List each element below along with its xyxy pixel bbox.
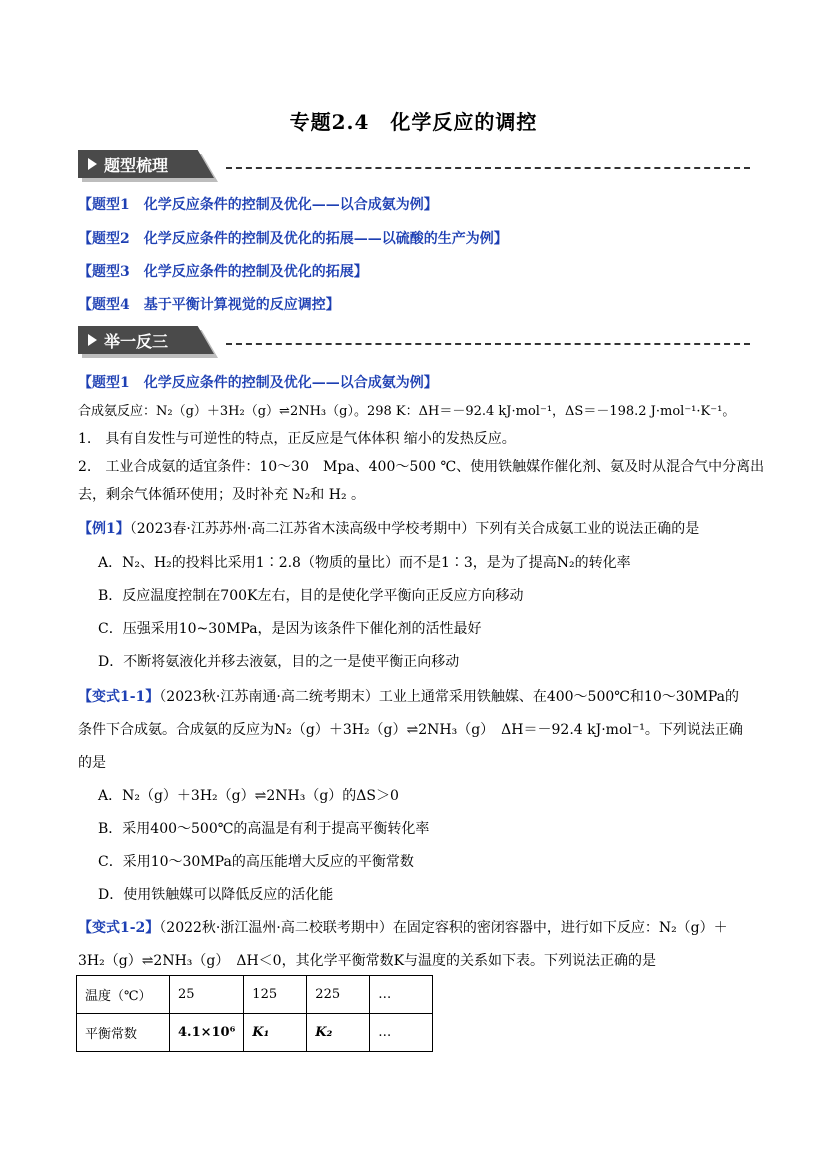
toc-item-1[interactable]: 【题型1 化学反应条件的控制及优化——以合成氨为例】 [78,197,438,213]
section-banner-overview [78,150,750,178]
toc-item-3[interactable]: 【题型3 化学反应条件的控制及优化的拓展】 [78,264,368,280]
toc-item-4[interactable]: 【题型4 基于平衡计算视觉的反应调控】 [78,297,340,313]
toc-item-2[interactable]: 【题型2 化学反应条件的控制及优化的拓展——以硫酸的生产为例】 [78,231,508,247]
variant-1-2 [78,917,728,937]
example-stem: （2023春·江苏苏州·高二江苏省木渎高级中学校考期中）下列有关合成氨工业的说法正确的是 [129,521,700,537]
section-banner-practice [78,326,750,354]
table-cell: 温度（℃） [77,976,170,1014]
option-c: C．压强采用10~30MPa，是因为该条件下催化剂的活性最好 [98,621,482,637]
table-cell: 125 [244,976,307,1014]
table-cell: 平衡常数 [77,1014,170,1052]
variant-tag: 【变式1-2】 [78,920,160,936]
option-d: D．使用铁触媒可以降低反应的活化能 [98,887,334,903]
section-heading: 【题型1 化学反应条件的控制及优化——以合成氨为例】 [78,375,438,391]
option-b: B．采用400～500℃的高温是有利于提高平衡转化率 [98,821,430,837]
option-b: B．反应温度控制在700K左右，目的是使化学平衡向正反应方向移动 [98,588,524,604]
table-row [77,1014,433,1052]
variant-1-2-line-2: 3H₂（g）⇌2NH₃（g） ΔH＜0，其化学平衡常数K与温度的关系如下表。下列说法正确的是 [78,953,657,969]
variant-tag: 【变式1-1】 [78,689,160,705]
table-row [77,976,433,1014]
table-cell: 225 [307,976,370,1014]
variant-1-1-line-2: 条件下合成氨。合成氨的反应为N₂（g）＋3H₂（g）⇌2NH₃（g） ΔH＝－92.4 kJ·mol⁻¹。下列说法正确 [78,722,743,738]
table-cell: 25 [170,976,244,1014]
option-a: A．N₂（g）＋3H₂（g）⇌2NH₃（g）的ΔS＞0 [98,788,399,804]
equilibrium-constant-table [76,975,433,1052]
option-c: C．采用10～30MPa的高压能增大反应的平衡常数 [98,854,414,870]
banner-label: 举一反三 [104,332,169,351]
intro-text: 合成氨反应：N₂（g）＋3H₂（g）⇌2NH₃（g）。298 K：ΔH＝－92.4 kJ·mol⁻¹，ΔS＝－198.2 J·mol⁻¹·K⁻¹。 [78,404,736,419]
variant-stem: （2022秋·浙江温州·高二校联考期中）在固定容积的密闭容器中，进行如下反应：N₂（g）＋ [159,920,728,936]
option-d: D．不断将氨液化并移去液氨，目的之一是使平衡正向移动 [98,654,460,670]
play-arrow-icon [88,334,97,346]
variant-1-1-line-3: 的是 [78,755,106,771]
dashed-divider [226,167,750,169]
table-cell: K₂ [307,1014,370,1052]
point-2-line-2: 去，剩余气体循环使用；及时补充 N₂和 H₂ 。 [78,487,366,503]
option-a: A．N₂、H₂的投料比采用1∶2.8（物质的量比）而不是1∶3，是为了提高N₂的转化率 [98,555,631,571]
table-cell: … [370,976,433,1014]
table-cell: K₁ [244,1014,307,1052]
banner-label: 题型梳理 [104,156,169,175]
dashed-divider [226,343,750,345]
variant-1-1 [78,686,739,706]
point-2-line-1: 2. 工业合成氨的适宜条件：10～30 Mpa、400～500 ℃、使用铁触媒作催化剂、氨及时从混合气中分离出 [78,459,765,475]
example-1 [78,518,699,538]
point-1: 1. 具有自发性与可逆性的特点，正反应是气体体积 缩小的发热反应。 [78,431,516,447]
page-title: 专题2.4 化学反应的调控 [289,110,538,134]
variant-stem: （2023秋·江苏南通·高二统考期末）工业上通常采用铁触媒、在400～500℃和10～30MPa的 [159,689,740,705]
play-arrow-icon [88,158,97,170]
table-cell: … [370,1014,433,1052]
table-cell: 4.1×10⁶ [170,1014,244,1052]
example-tag: 【例1】 [78,521,130,537]
